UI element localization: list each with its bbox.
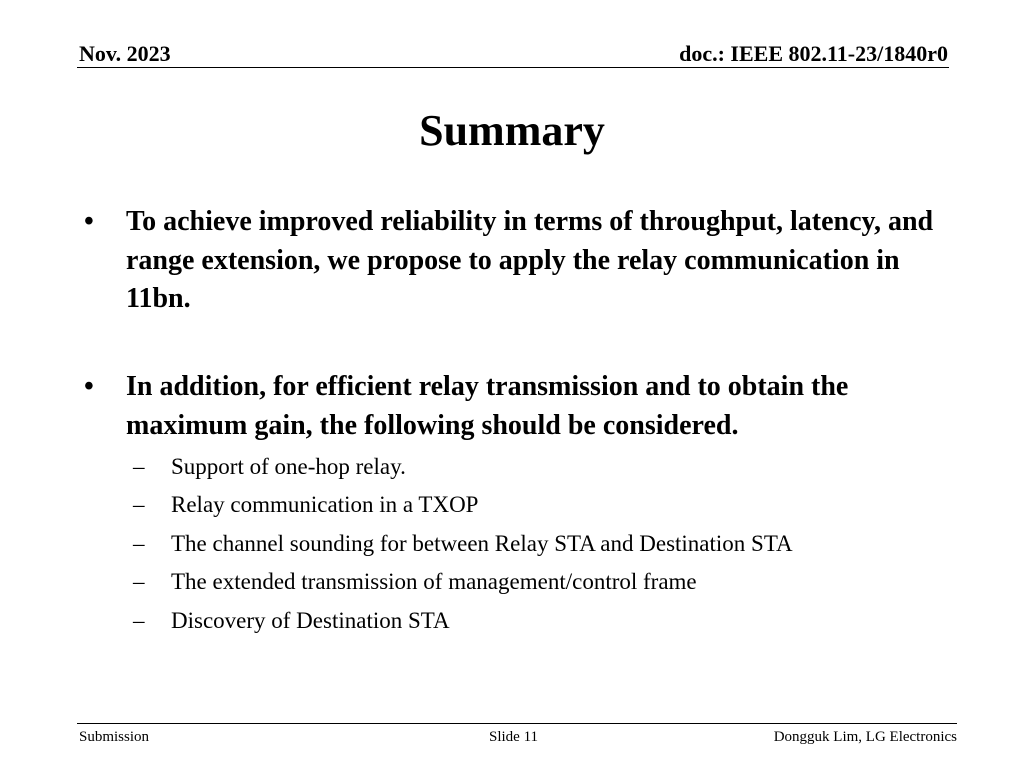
footer-submission: Submission xyxy=(79,729,150,745)
sub-item-dash-4: – xyxy=(133,569,145,594)
header-date: Nov. 2023 xyxy=(79,41,171,66)
sub-item-3: The channel sounding for between Relay STA and Destination STA xyxy=(171,531,793,556)
sub-item-4: The extended transmission of management/control frame xyxy=(171,569,697,594)
bullet-marker-2: • xyxy=(84,371,94,402)
header-doc-id: doc.: IEEE 802.11-23/1840r0 xyxy=(679,41,948,66)
sub-item-dash-2: – xyxy=(133,492,145,517)
header-divider xyxy=(77,67,949,68)
bullet-marker-1: • xyxy=(84,206,94,237)
footer-divider xyxy=(77,723,957,724)
slide-title: Summary xyxy=(419,106,605,155)
sub-item-5: Discovery of Destination STA xyxy=(171,608,450,633)
footer-author: Dongguk Lim, LG Electronics xyxy=(773,729,957,745)
bullet-text-1: To achieve improved reliability in terms of throughput, latency, and range extension, we propose to apply the relay communication in 11bn. xyxy=(126,206,934,314)
bullet-text-2: In addition, for efficient relay transmission and to obtain the maximum gain, the following should be considered. xyxy=(126,371,849,441)
sub-item-dash-3: – xyxy=(133,531,145,556)
sub-item-1: Support of one-hop relay. xyxy=(171,454,406,479)
sub-item-dash-5: – xyxy=(133,608,145,633)
footer-slide-number: Slide 11 xyxy=(489,729,539,745)
sub-item-dash-1: – xyxy=(133,454,145,479)
sub-item-2: Relay communication in a TXOP xyxy=(171,492,479,517)
